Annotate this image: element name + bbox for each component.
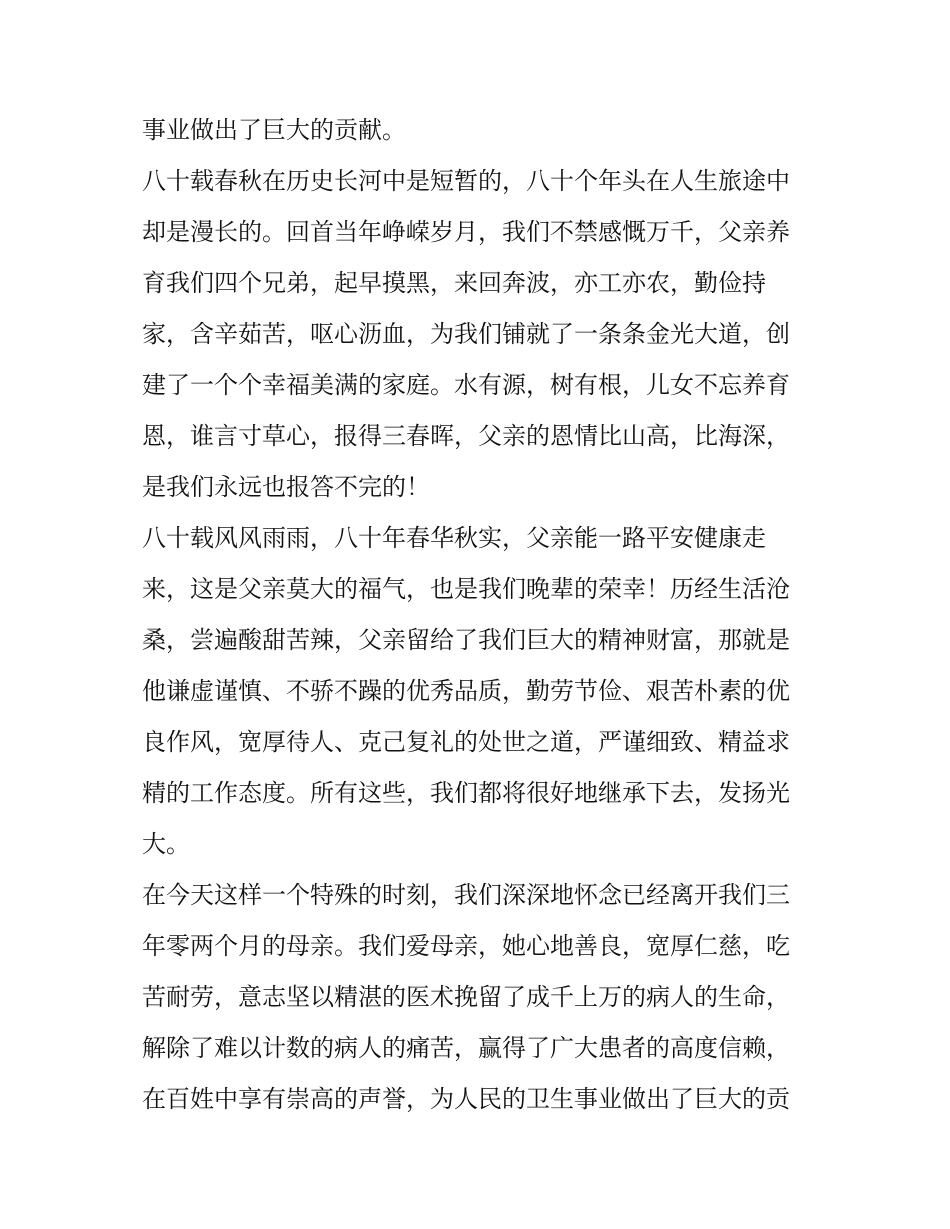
text-line: 恩，谁言寸草心，报得三春晖，父亲的恩情比山高，比海深， — [142, 422, 790, 450]
text-line: 在今天这样一个特殊的时刻，我们深深地怀念已经离开我们三 — [142, 881, 790, 909]
text-line: 苦耐劳，意志坚以精湛的医术挽留了成千上万的病人的生命， — [142, 983, 790, 1011]
text-line: 八十载风风雨雨，八十年春华秋实，父亲能一路平安健康走 — [142, 524, 766, 552]
text-line: 他谦虚谨慎、不骄不躁的优秀品质，勤劳节俭、艰苦朴素的优 — [142, 677, 790, 705]
paragraph-3 — [142, 513, 812, 870]
paragraph-2 — [142, 156, 812, 513]
text-line: 大。 — [142, 830, 190, 858]
text-line: 良作风，宽厚待人、克己复礼的处世之道，严谨细致、精益求 — [142, 728, 790, 756]
text-line: 解除了难以计数的病人的痛苦，赢得了广大患者的高度信赖， — [142, 1034, 790, 1062]
text-line: 事业做出了巨大的贡献。 — [142, 116, 406, 144]
text-line: 育我们四个兄弟，起早摸黑，来回奔波，亦工亦农，勤俭持 — [142, 269, 766, 297]
text-line: 家，含辛茹苦，呕心沥血，为我们铺就了一条条金光大道，创 — [142, 320, 790, 348]
paragraph-1 — [142, 105, 812, 156]
document-body — [142, 105, 812, 1125]
paragraph-4 — [142, 870, 812, 1125]
text-line: 在百姓中享有崇高的声誉，为人民的卫生事业做出了巨大的贡 — [142, 1085, 790, 1113]
text-line: 精的工作态度。所有这些，我们都将很好地继承下去，发扬光 — [142, 779, 790, 807]
text-line: 来，这是父亲莫大的福气，也是我们晚辈的荣幸！历经生活沧 — [142, 575, 790, 603]
text-line: 桑，尝遍酸甜苦辣，父亲留给了我们巨大的精神财富，那就是 — [142, 626, 790, 654]
text-line: 八十载春秋在历史长河中是短暂的，八十个年头在人生旅途中 — [142, 167, 790, 195]
text-line: 是我们永远也报答不完的！ — [142, 473, 430, 501]
text-line: 建了一个个幸福美满的家庭。水有源，树有根，儿女不忘养育 — [142, 371, 790, 399]
text-line: 年零两个月的母亲。我们爱母亲，她心地善良，宽厚仁慈，吃 — [142, 932, 790, 960]
text-line: 却是漫长的。回首当年峥嵘岁月，我们不禁感慨万千，父亲养 — [142, 218, 790, 246]
